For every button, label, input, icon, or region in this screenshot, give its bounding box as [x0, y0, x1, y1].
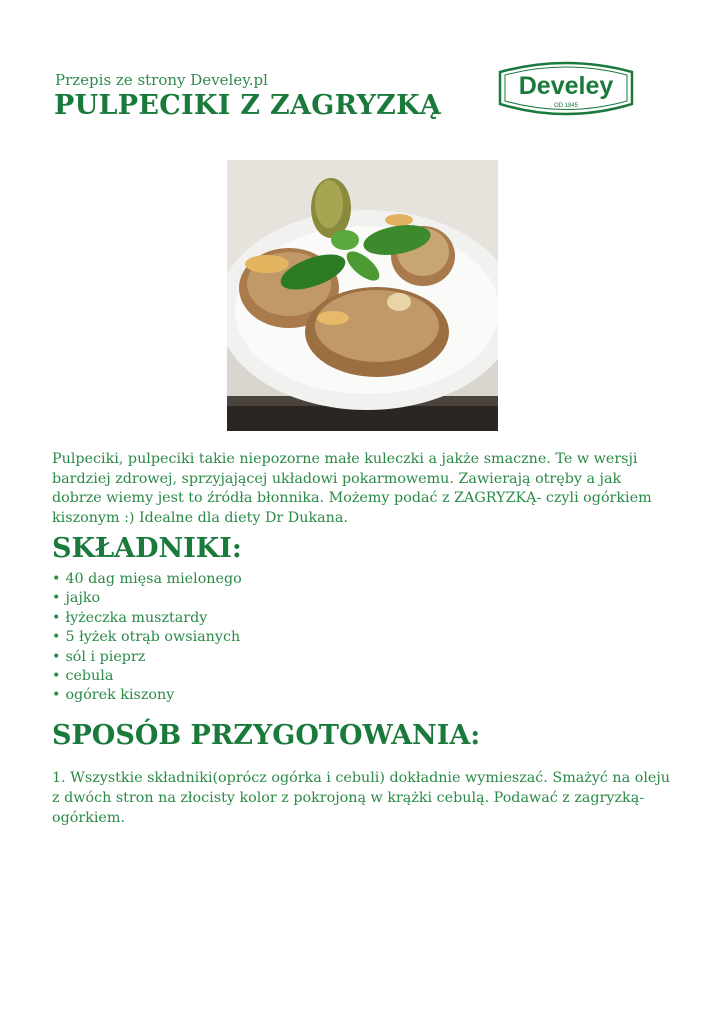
preparation-step: 1. Wszystkie składniki(oprócz ogórka i cebuli) dokładnie wymieszać. Smażyć na oleju z dwóch stron na złocisty kolor z pokrojoną w krążki cebulą. Podawać z zagryzką- ogórkiem. [52, 770, 670, 826]
ingredient-item: • 40 dag mięsa mielonego [52, 570, 242, 589]
ingredient-item: • cebula [52, 667, 242, 686]
intro-paragraph: Pulpeciki, pulpeciki takie niepozorne małe kuleczki a jakże smaczne. Te w wersji bardziej zdrowej, sprzyjającej układowi pokarmowemu. Zawierają otręby a jak dobrze wiemy jest to źródła błonnika. Możemy podać z ZAGRYZKĄ- czyli ogórkiem kiszonym :) Idealne dla diety Dr Dukana. [52, 451, 652, 526]
ingredient-item: • 5 łyżek otrąb owsianych [52, 628, 242, 647]
page-title: PULPECIKI Z ZAGRYZKĄ [54, 90, 442, 121]
ingredients-heading: SKŁADNIKI: [52, 533, 242, 564]
ingredient-item: • jajko [52, 589, 242, 608]
ingredient-item: • ogórek kiszony [52, 686, 242, 705]
develey-logo [496, 56, 636, 122]
logo-wordmark: Develey [518, 72, 614, 100]
ingredients-list [52, 570, 242, 706]
recipe-photo [227, 160, 498, 431]
preparation-heading: SPOSÓB PRZYGOTOWANIA: [52, 720, 481, 751]
logo-since: OD 1845 [553, 103, 579, 109]
ingredient-item: • łyżeczka musztardy [52, 609, 242, 628]
ingredient-item: • sól i pieprz [52, 648, 242, 667]
source-line: Przepis ze strony Develey.pl [55, 71, 268, 89]
